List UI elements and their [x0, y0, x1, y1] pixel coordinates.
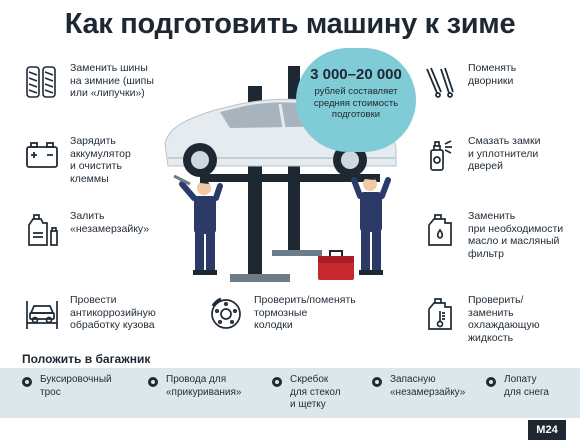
bullet-icon [486, 377, 496, 387]
tip-tires [22, 62, 154, 102]
trunk-item-label: Буксировочный трос [40, 374, 112, 398]
tire-icon [22, 62, 62, 102]
tip-brakes [206, 294, 356, 334]
tip-oil [420, 210, 563, 260]
tip-brakes-text: Проверить/поменять тормозные колодки [254, 294, 356, 331]
tip-locks-text: Смазать замки и уплотнители дверей [468, 135, 541, 172]
trunk-item [272, 374, 341, 412]
battery-icon [22, 135, 62, 175]
trunk-item-label: Лопату для снега [504, 374, 549, 398]
m24-logo: M24 [528, 420, 566, 440]
brake-disc-icon [206, 294, 246, 334]
tip-locks [420, 135, 540, 175]
tip-wipers [420, 62, 516, 102]
tip-oil-text: Заменить при необходимости масло и масляный фильтр [468, 210, 564, 260]
trunk-item-label: Провода для «прикуривания» [166, 374, 242, 398]
price-amount: 3 000–20 000 [310, 66, 402, 83]
tip-antifreeze [22, 210, 149, 250]
mechanic-right [354, 176, 388, 275]
tip-wipers-text: Поменять дворники [468, 62, 517, 87]
bullet-icon [148, 377, 158, 387]
trunk-item [486, 374, 549, 399]
washer-fluid-icon [22, 210, 62, 250]
trunk-item-label: Запасную «незамерзайку» [390, 374, 466, 398]
oil-can-icon [420, 210, 460, 250]
trunk-item [148, 374, 242, 399]
mechanic-left [174, 176, 220, 275]
price-caption: рублей составляет средняя стоимость подготовки [313, 86, 399, 120]
trunk-item-label: Скребок для стекол и щетку [290, 374, 341, 410]
tip-battery-text: Зарядить аккумулятор и очистить клеммы [70, 135, 131, 185]
wiper-icon [420, 62, 460, 102]
toolbox-icon [318, 251, 354, 280]
tip-battery [22, 135, 131, 185]
coolant-icon [420, 294, 460, 334]
trunk-section-title: Положить в багажник [22, 352, 151, 366]
tip-tires-text: Заменить шины на зимние (шипы или «липучки») [70, 62, 154, 99]
bullet-icon [22, 377, 32, 387]
tip-coolant-text: Проверить/ заменить охлаждающую жидкость [468, 294, 540, 344]
bullet-icon [372, 377, 382, 387]
trunk-item [22, 374, 112, 399]
tip-antifreeze-text: Залить «незамерзайку» [70, 210, 150, 235]
tip-coolant [420, 294, 540, 344]
lock-spray-icon [420, 135, 460, 175]
tip-anticorrosion-text: Провести антикоррозийную обработку кузова [70, 294, 156, 331]
trunk-item [372, 374, 465, 399]
car-lift-icon [22, 294, 62, 334]
tip-anticorrosion [22, 294, 156, 334]
bullet-icon [272, 377, 282, 387]
price-bubble [296, 48, 416, 152]
page-title: Как подготовить машину к зиме [64, 8, 516, 40]
